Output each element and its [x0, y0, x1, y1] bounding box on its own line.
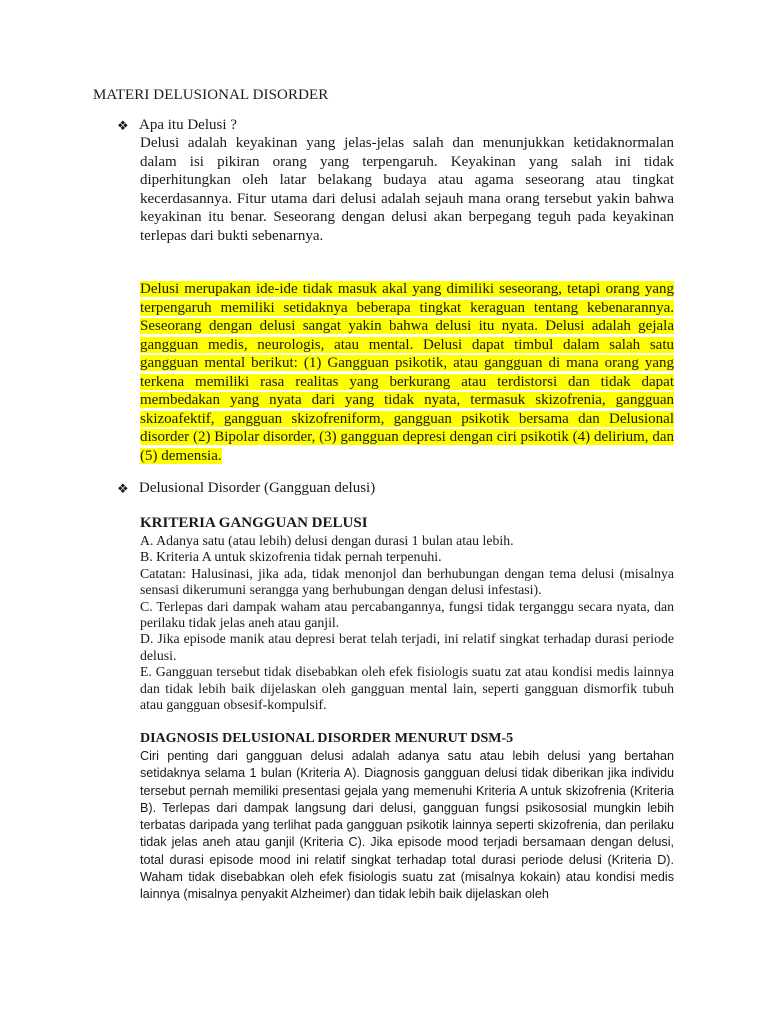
criteria-item: Catatan: Halusinasi, jika ada, tidak menonjol dan berhubungan dengan tema delusi (misalnya sensasi dikerumuni serangga yang berhubungan dengan delusi infestasi). [140, 565, 674, 598]
criteria-list [140, 533, 674, 713]
dsm-heading: DIAGNOSIS DELUSIONAL DISORDER MENURUT DSM-5 [140, 731, 514, 746]
dsm-paragraph: Ciri penting dari gangguan delusi adalah adanya satu atau lebih delusi yang bertahan setidaknya selama 1 bulan (Kriteria A). Diagnosis gangguan delusi tidak diberikan jika individu tersebut pernah memiliki presentasi gejala yang memenuhi Kriteria A untuk skizofrenia (Kriteria B). Terlepas dari dampak langsung dari delusi, gangguan fungsi psikososial mungkin lebih terbatas daripada yang terlihat pada gangguan psikotik lainnya seperti skizofrenia, dan perilaku tidak jelas aneh atau ganjil (Kriteria C). Jika episode mood terjadi bersamaan dengan delusi, total durasi episode mood ini relatif singkat terhadap total durasi periode delusi (Kriteria D). Waham tidak disebabkan oleh efek fisiologis suatu zat (misalnya kokain) atau kondisi medis lainnya (misalnya penyakit Alzheimer) dan tidak lebih baik dijelaskan oleh [140, 749, 674, 902]
bullet-item-delusional-disorder [117, 479, 375, 498]
definition-paragraph: Delusi adalah keyakinan yang jelas-jelas salah dan menunjukkan ketidaknormalan dalam isi pikiran orang yang terpengaruh. Keyakinan yang salah ini tidak diperhitungkan oleh latar belakang budaya atau agama seseorang atau tingkat kecerdasannya. Fitur utama dari delusi adalah sejauh mana orang tersebut yakin bahwa keyakinan itu benar. Seseorang dengan delusi akan berpegang teguh pada keyakinan terlepas dari bukti sebenarnya. [140, 135, 674, 244]
bullet-item-apa-itu-delusi [117, 116, 237, 135]
criteria-item: B. Kriteria A untuk skizofrenia tidak pernah terpenuhi. [140, 549, 442, 565]
diamond-bullet-icon: ❖ [117, 118, 129, 133]
criteria-item: E. Gangguan tersebut tidak disebabkan oleh efek fisiologis suatu zat atau kondisi medis lainnya dan tidak lebih baik dijelaskan oleh gangguan mental lain, seperti gangguan dismorfik tubuh atau gangguan obsesif-kompulsif. [140, 664, 674, 713]
section-heading: Apa itu Delusi ? [139, 117, 237, 133]
section-heading: Delusional Disorder (Gangguan delusi) [139, 480, 376, 496]
criteria-item: D. Jika episode manik atau depresi berat telah terjadi, ini relatif singkat terhadap durasi periode delusi. [140, 631, 674, 663]
highlighted-paragraph [140, 280, 674, 465]
document-title: MATERI DELUSIONAL DISORDER [93, 87, 329, 103]
criteria-item: C. Terlepas dari dampak waham atau percabangannya, fungsi tidak terganggu secara nyata, dan perilaku tidak jelas aneh atau ganjil. [140, 598, 674, 631]
highlighted-text: Delusi merupakan ide-ide tidak masuk akal yang dimiliki seseorang, tetapi orang yang terpengaruh memiliki setidaknya beberapa tingkat keraguan tentang kebenarannya. Seseorang dengan delusi sangat yakin bahwa delusi itu nyata. Delusi adalah gejala gangguan medis, neurologis, atau mental. Delusi dapat timbul dalam salah satu gangguan mental berikut: (1) Gangguan psikotik, atau gangguan di mana orang yang terkena memiliki rasa realitas yang berkurang atau terdistorsi dan tidak dapat membedakan yang nyata dari yang tidak nyata, termasuk skizofrenia, gangguan skizoafektif, gangguan skizofreniform, gangguan psikotik bersama dan Delusional disorder (2) Bipolar disorder, (3) gangguan depresi dengan ciri psikotik (4) delirium, dan (5) demensia. [140, 281, 674, 464]
criteria-item: A. Adanya satu (atau lebih) delusi dengan durasi 1 bulan atau lebih. [140, 533, 514, 548]
criteria-heading: KRITERIA GANGGUAN DELUSI [140, 515, 368, 531]
diamond-bullet-icon: ❖ [117, 481, 129, 496]
